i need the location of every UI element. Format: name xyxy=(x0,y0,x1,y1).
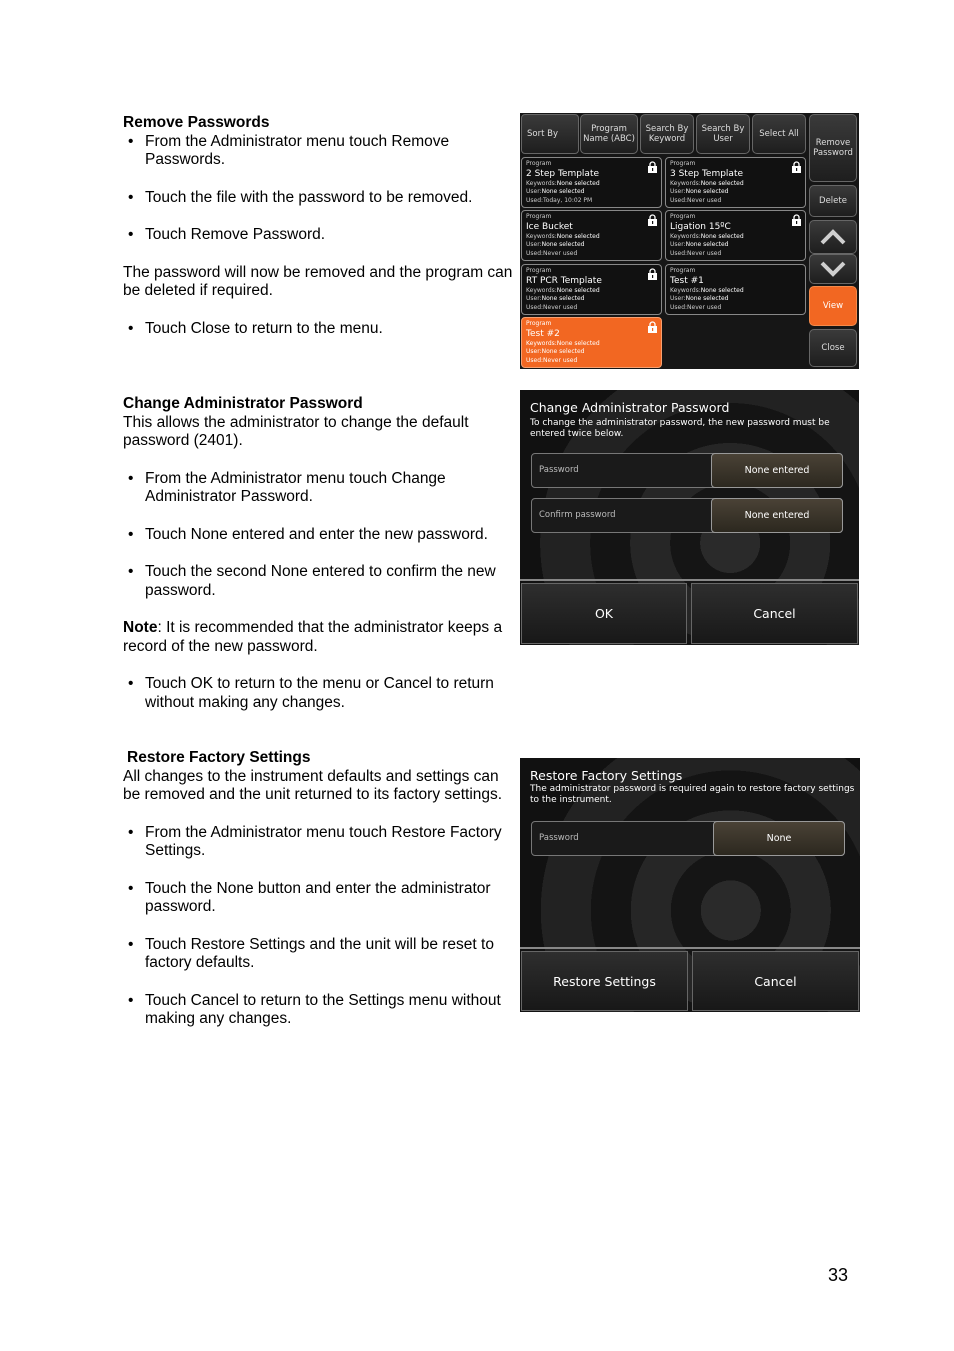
paragraph: This allows the administrator to change the default password (2401). xyxy=(123,413,469,449)
cancel-button[interactable]: Cancel xyxy=(692,951,859,1011)
view-button[interactable]: View xyxy=(809,286,857,326)
section-heading: Restore Factory Settings xyxy=(127,749,311,766)
paragraph: All changes to the instrument defaults and settings can be removed and the unit returned to its factory settings. xyxy=(123,767,503,803)
screen-subtitle: To change the administrator password, the new password must be entered twice below. xyxy=(530,418,830,439)
lock-icon xyxy=(791,161,802,173)
chevron-up-icon xyxy=(819,228,847,246)
lock-icon xyxy=(647,161,658,173)
screen-subtitle: The administrator password is required again to restore factory settings to the instrument. xyxy=(530,784,855,805)
program-name-abc-button[interactable]: Program Name (ABC) xyxy=(580,114,638,154)
bullet-item: • Touch None entered and enter the new password. xyxy=(123,526,515,545)
bullet-item: • Touch the file with the password to be removed. xyxy=(123,189,515,208)
field-label: Password xyxy=(539,833,579,843)
bullet-item: • Touch OK to return to the menu or Cancel to return without making any changes. xyxy=(123,675,515,712)
change-admin-password-section xyxy=(123,395,515,712)
bullet-list xyxy=(123,133,515,170)
program-tile[interactable]: Program Ice Bucket Keywords:None selected User:None selected Used:Never used xyxy=(521,210,662,261)
lock-icon xyxy=(647,214,658,226)
password-field xyxy=(531,821,845,856)
remove-password-screen xyxy=(520,113,859,369)
sort-by-button[interactable]: Sort By xyxy=(521,114,579,154)
bullet-item: • Touch Cancel to return to the Settings menu without making any changes. xyxy=(123,992,515,1029)
lock-icon xyxy=(647,321,658,333)
program-tile-selected[interactable]: Program Test #2 Keywords:None selected User:None selected Used:Never used xyxy=(521,317,662,368)
password-field xyxy=(531,453,843,488)
program-tile[interactable]: Program Ligation 15ºC Keywords:None selected User:None selected Used:Never used xyxy=(665,210,806,261)
program-tile[interactable]: Program RT PCR Template Keywords:None selected User:None selected Used:Never used xyxy=(521,264,662,315)
field-label: Password xyxy=(539,465,579,475)
field-label: Confirm password xyxy=(539,510,616,520)
search-by-keyword-button[interactable]: Search By Keyword xyxy=(640,114,694,154)
search-by-user-button[interactable]: Search By User xyxy=(696,114,750,154)
restore-settings-button[interactable]: Restore Settings xyxy=(521,951,688,1011)
restore-factory-settings-section xyxy=(123,749,515,1029)
page-number: 33 xyxy=(828,1265,849,1285)
bullet-item: • From the Administrator menu touch Remove Passwords. xyxy=(123,133,515,170)
confirm-password-field xyxy=(531,498,843,533)
select-all-button[interactable]: Select All xyxy=(752,114,806,154)
lock-icon xyxy=(647,268,658,280)
bullet-item: • From the Administrator menu touch Restore Factory Settings. xyxy=(123,824,515,861)
section-heading: Remove Passwords xyxy=(123,114,270,131)
scroll-up-button[interactable] xyxy=(809,220,857,254)
lock-icon xyxy=(791,214,802,226)
screen-title: Restore Factory Settings xyxy=(530,768,683,783)
remove-password-button[interactable]: Remove Password xyxy=(809,114,857,182)
paragraph: The password will now be removed and the program can be deleted if required. xyxy=(123,263,513,299)
cancel-button[interactable]: Cancel xyxy=(691,583,858,644)
program-tile[interactable]: Program 3 Step Template Keywords:None selected User:None selected Used:Never used xyxy=(665,157,806,208)
confirm-none-entered-button[interactable]: None entered xyxy=(711,498,843,533)
password-none-entered-button[interactable]: None entered xyxy=(711,453,843,488)
delete-button[interactable]: Delete xyxy=(809,185,857,217)
restore-factory-settings-screen xyxy=(520,758,860,1012)
bullet-item: • Touch the second None entered to confirm the new password. xyxy=(123,563,515,600)
bullet-item: • Touch Close to return to the menu. xyxy=(123,320,515,339)
ok-button[interactable]: OK xyxy=(521,583,687,644)
note-text: : It is recommended that the administrator keeps a record of the new password. xyxy=(123,619,503,655)
bullet-item: • Touch Remove Password. xyxy=(123,226,515,245)
change-admin-password-screen xyxy=(520,390,859,645)
program-tile[interactable]: Program Test #1 Keywords:None selected User:None selected Used:Never used xyxy=(665,264,806,315)
bullet-item: • Touch the None button and enter the administrator password. xyxy=(123,880,515,917)
remove-passwords-section xyxy=(123,114,515,338)
bullet-item: • Touch Restore Settings and the unit will be reset to factory defaults. xyxy=(123,936,515,973)
password-none-button[interactable]: None xyxy=(713,821,845,856)
screen-title: Change Administrator Password xyxy=(530,400,730,415)
note-label: Note xyxy=(123,619,158,636)
close-button[interactable]: Close xyxy=(809,329,857,367)
bullet-item: • From the Administrator menu touch Change Administrator Password. xyxy=(123,470,515,507)
section-heading: Change Administrator Password xyxy=(123,395,363,412)
scroll-down-button[interactable] xyxy=(809,254,857,284)
note-paragraph xyxy=(123,619,515,656)
program-tile[interactable]: Program 2 Step Template Keywords:None selected User:None selected Used:Today, 10:02 PM xyxy=(521,157,662,208)
chevron-down-icon xyxy=(819,260,847,278)
